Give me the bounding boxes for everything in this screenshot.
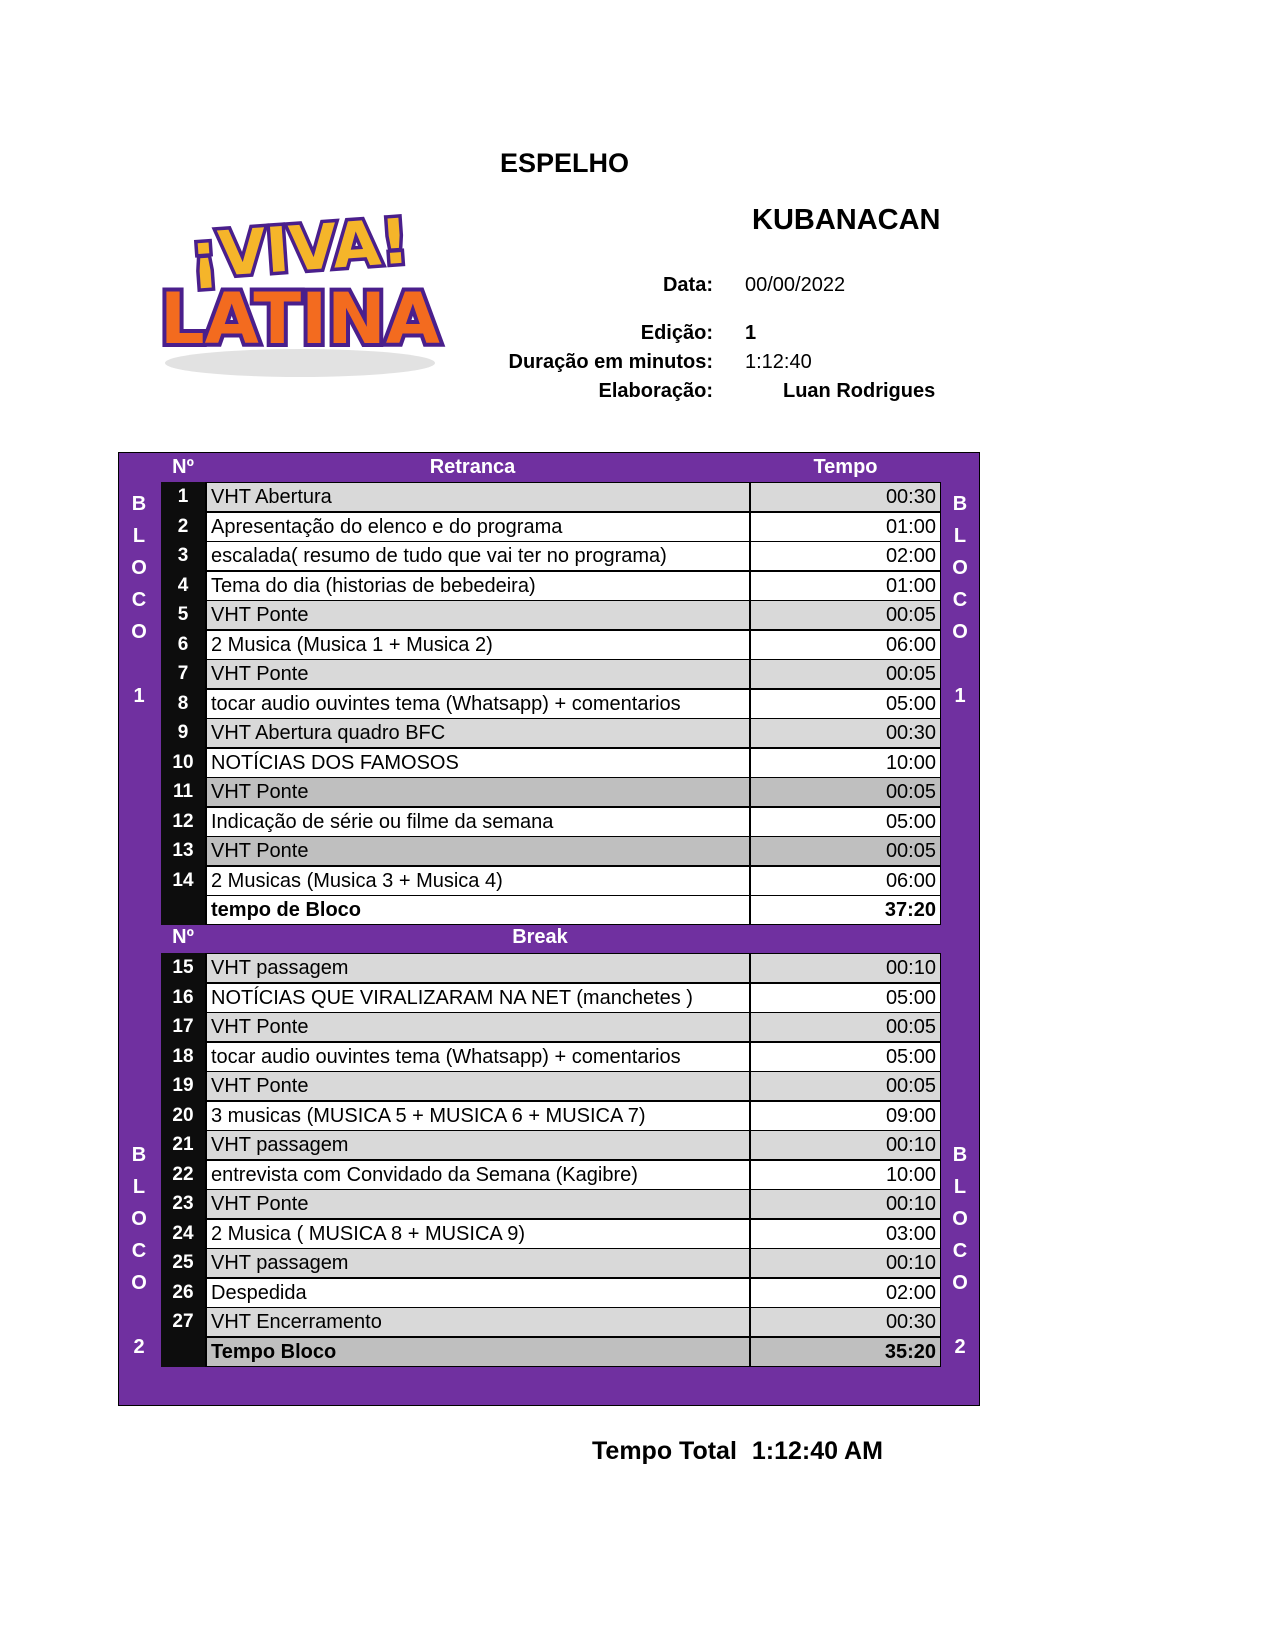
- row-number: 21: [161, 1130, 205, 1160]
- total-time: [592, 1437, 883, 1466]
- table-row: [161, 1219, 941, 1249]
- table-row: [161, 1042, 941, 1072]
- logo-line-2: LATINA: [160, 278, 440, 360]
- total-value: 1:12:40 AM: [751, 1437, 883, 1465]
- table-row: [161, 1071, 941, 1101]
- side-letter: O: [131, 621, 147, 643]
- row-number: 16: [161, 983, 205, 1013]
- row-number: 15: [161, 953, 205, 983]
- table-row: [161, 541, 941, 571]
- logo-line-1: ¡VIVA!: [187, 204, 412, 293]
- row-number: 24: [161, 1219, 205, 1249]
- row-retranca: VHT Ponte: [205, 600, 750, 630]
- page-title: ESPELHO: [500, 148, 630, 178]
- row-retranca: NOTÍCIAS DOS FAMOSOS: [205, 748, 750, 778]
- break-header: Break: [512, 926, 568, 948]
- total-label: Tempo Total: [592, 1437, 737, 1465]
- edition-value: 1: [745, 322, 757, 344]
- bloco-1-right-label: [945, 488, 975, 712]
- table-row: [161, 866, 941, 896]
- table-row: [161, 983, 941, 1013]
- row-retranca: 3 musicas (MUSICA 5 + MUSICA 6 + MUSICA 7): [205, 1101, 750, 1131]
- bloco-2-right-label: [945, 1139, 975, 1363]
- side-letter: [124, 648, 154, 680]
- side-letter: 1: [954, 685, 966, 707]
- row-retranca: VHT passagem: [205, 1130, 750, 1160]
- row-tempo: 00:30: [750, 482, 941, 512]
- row-tempo: 05:00: [750, 807, 941, 837]
- row-retranca: escalada( resumo de tudo que vai ter no programa): [205, 541, 750, 571]
- row-tempo: 00:10: [750, 953, 941, 983]
- table-row: [161, 600, 941, 630]
- row-tempo: 35:20: [750, 1337, 941, 1367]
- row-tempo: 00:05: [750, 600, 941, 630]
- row-retranca: tocar audio ouvintes tema (Whatsapp) + comentarios: [205, 689, 750, 719]
- row-number: [161, 1337, 205, 1367]
- row-tempo: 10:00: [750, 1160, 941, 1190]
- station-name: KUBANACAN: [752, 204, 941, 236]
- side-letter: L: [953, 525, 967, 547]
- table-row: [161, 1337, 941, 1367]
- row-retranca: 2 Musicas (Musica 3 + Musica 4): [205, 866, 750, 896]
- row-number: 20: [161, 1101, 205, 1131]
- side-letter: B: [131, 493, 147, 515]
- side-letter: C: [952, 589, 968, 611]
- row-retranca: Indicação de série ou filme da semana: [205, 807, 750, 837]
- row-tempo: 06:00: [750, 630, 941, 660]
- row-number: [161, 895, 205, 925]
- row-number: 5: [161, 600, 205, 630]
- row-retranca: VHT passagem: [205, 1248, 750, 1278]
- side-letter: B: [952, 1144, 968, 1166]
- side-letter: [945, 1299, 975, 1331]
- row-number: 22: [161, 1160, 205, 1190]
- side-letter: 1: [133, 685, 145, 707]
- col-retranca-header: Retranca: [429, 456, 516, 478]
- row-retranca: VHT Encerramento: [205, 1307, 750, 1337]
- side-letter: B: [131, 1144, 147, 1166]
- row-number: 13: [161, 836, 205, 866]
- duration-value: 1:12:40: [745, 351, 812, 373]
- side-letter: O: [952, 621, 968, 643]
- side-letter: C: [131, 1240, 147, 1262]
- table-row: [161, 1307, 941, 1337]
- row-retranca: VHT Ponte: [205, 1071, 750, 1101]
- side-letter: O: [952, 1208, 968, 1230]
- table-row: [161, 630, 941, 660]
- row-tempo: 00:30: [750, 1307, 941, 1337]
- row-number: 27: [161, 1307, 205, 1337]
- row-retranca: VHT Ponte: [205, 836, 750, 866]
- duration-label: Duração em minutos:: [508, 351, 713, 373]
- table-row: [161, 1160, 941, 1190]
- row-number: 7: [161, 659, 205, 689]
- side-letter: L: [132, 1176, 146, 1198]
- row-tempo: 00:10: [750, 1248, 941, 1278]
- side-letter: O: [952, 1272, 968, 1294]
- row-retranca: VHT passagem: [205, 953, 750, 983]
- row-tempo: 02:00: [750, 541, 941, 571]
- edition-label: Edição:: [640, 322, 713, 344]
- side-letter: L: [953, 1176, 967, 1198]
- table-row: [161, 1012, 941, 1042]
- row-retranca: tocar audio ouvintes tema (Whatsapp) + comentarios: [205, 1042, 750, 1072]
- row-number: 19: [161, 1071, 205, 1101]
- row-tempo: 10:00: [750, 748, 941, 778]
- row-retranca: VHT Abertura quadro BFC: [205, 718, 750, 748]
- table-row: [161, 689, 941, 719]
- table-row: [161, 1278, 941, 1308]
- row-number: 12: [161, 807, 205, 837]
- row-tempo: 02:00: [750, 1278, 941, 1308]
- table-row: [161, 777, 941, 807]
- side-letter: L: [132, 525, 146, 547]
- side-letter: C: [952, 1240, 968, 1262]
- row-retranca: Tema do dia (historias de bebedeira): [205, 571, 750, 601]
- table-row: [161, 1189, 941, 1219]
- date-value: 00/00/2022: [745, 274, 846, 296]
- author-label: Elaboração:: [598, 380, 713, 402]
- side-letter: B: [952, 493, 968, 515]
- row-retranca: NOTÍCIAS QUE VIRALIZARAM NA NET (manchetes ): [205, 983, 750, 1013]
- row-retranca: VHT Abertura: [205, 482, 750, 512]
- side-letter: O: [952, 557, 968, 579]
- row-tempo: 06:00: [750, 866, 941, 896]
- row-number: 23: [161, 1189, 205, 1219]
- row-tempo: 00:10: [750, 1189, 941, 1219]
- row-tempo: 37:20: [750, 895, 941, 925]
- col-num-header: Nº: [172, 456, 194, 478]
- row-retranca: 2 Musica ( MUSICA 8 + MUSICA 9): [205, 1219, 750, 1249]
- row-retranca: 2 Musica (Musica 1 + Musica 2): [205, 630, 750, 660]
- table-row: [161, 512, 941, 542]
- row-number: 1: [161, 482, 205, 512]
- side-letter: 2: [133, 1336, 145, 1358]
- side-letter: O: [131, 1208, 147, 1230]
- row-retranca: entrevista com Convidado da Semana (Kagibre): [205, 1160, 750, 1190]
- row-tempo: 09:00: [750, 1101, 941, 1131]
- row-number: 2: [161, 512, 205, 542]
- table-row: [161, 836, 941, 866]
- table-row: [161, 1130, 941, 1160]
- side-letter: C: [131, 589, 147, 611]
- row-tempo: 05:00: [750, 1042, 941, 1072]
- table-row: [161, 571, 941, 601]
- table-row: [161, 953, 941, 983]
- row-tempo: 00:05: [750, 836, 941, 866]
- bloco-1-left-label: [124, 488, 154, 712]
- side-letter: [945, 648, 975, 680]
- table-row: [161, 895, 941, 925]
- side-letter: O: [131, 557, 147, 579]
- side-letter: 2: [954, 1336, 966, 1358]
- bloco-2-left-label: [124, 1139, 154, 1363]
- row-number: 14: [161, 866, 205, 896]
- table-row: [161, 659, 941, 689]
- row-tempo: 01:00: [750, 571, 941, 601]
- table-row: [161, 1101, 941, 1131]
- table-row: [161, 482, 941, 512]
- row-number: 17: [161, 1012, 205, 1042]
- table-row: [161, 748, 941, 778]
- row-retranca: VHT Ponte: [205, 1012, 750, 1042]
- row-retranca: VHT Ponte: [205, 777, 750, 807]
- table-row: [161, 718, 941, 748]
- row-number: 26: [161, 1278, 205, 1308]
- row-number: 9: [161, 718, 205, 748]
- side-letter: [124, 1299, 154, 1331]
- row-number: 3: [161, 541, 205, 571]
- table-row: [161, 1248, 941, 1278]
- col-tempo-header: Tempo: [813, 456, 878, 478]
- row-retranca: Tempo Bloco: [205, 1337, 750, 1367]
- table-row: [161, 807, 941, 837]
- row-tempo: 01:00: [750, 512, 941, 542]
- row-number: 6: [161, 630, 205, 660]
- row-number: 18: [161, 1042, 205, 1072]
- break-num-header: Nº: [172, 926, 194, 948]
- author-value: Luan Rodrigues: [783, 380, 936, 402]
- row-number: 25: [161, 1248, 205, 1278]
- row-tempo: 00:05: [750, 1071, 941, 1101]
- row-tempo: 00:05: [750, 659, 941, 689]
- row-tempo: 03:00: [750, 1219, 941, 1249]
- row-number: 10: [161, 748, 205, 778]
- row-tempo: 00:10: [750, 1130, 941, 1160]
- side-letter: O: [131, 1272, 147, 1294]
- row-retranca: Apresentação do elenco e do programa: [205, 512, 750, 542]
- row-retranca: VHT Ponte: [205, 659, 750, 689]
- row-number: 11: [161, 777, 205, 807]
- date-label: Data:: [662, 274, 713, 296]
- row-number: 4: [161, 571, 205, 601]
- row-tempo: 05:00: [750, 689, 941, 719]
- row-tempo: 00:05: [750, 777, 941, 807]
- row-retranca: VHT Ponte: [205, 1189, 750, 1219]
- row-tempo: 00:30: [750, 718, 941, 748]
- row-tempo: 00:05: [750, 1012, 941, 1042]
- row-retranca: tempo de Bloco: [205, 895, 750, 925]
- row-tempo: 05:00: [750, 983, 941, 1013]
- row-number: 8: [161, 689, 205, 719]
- row-retranca: Despedida: [205, 1278, 750, 1308]
